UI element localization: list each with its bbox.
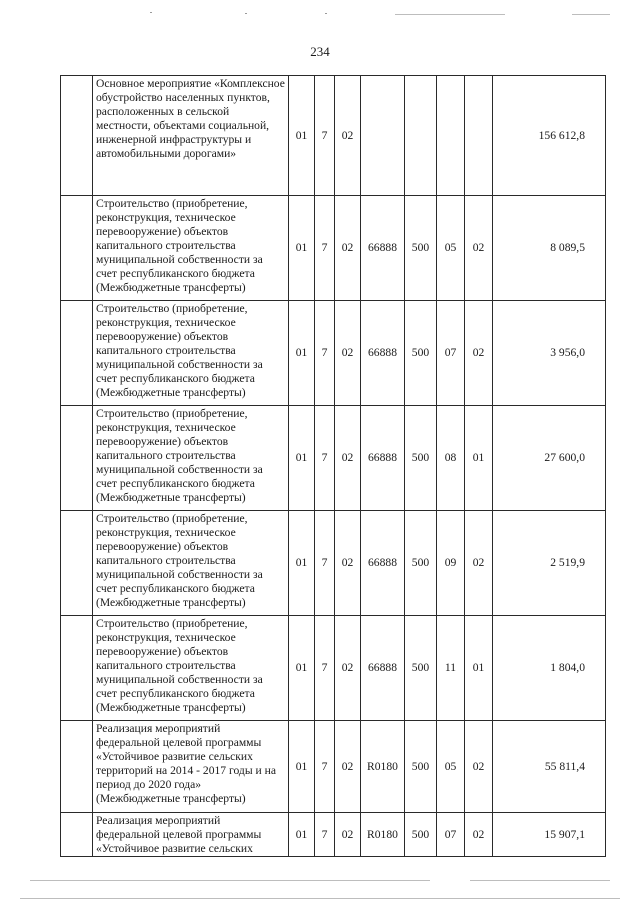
code-cell: 02: [335, 301, 361, 406]
code-cell: 01: [289, 511, 315, 616]
row-name: Основное мероприятие «Комплексное обустройство населенных пунктов, расположенных в сельской местности, объектами социальной, инженерной инфраструктуры и автомобильными дорогами»: [93, 76, 289, 196]
code-cell: 500: [405, 721, 437, 813]
code-cell: 7: [315, 301, 335, 406]
blank-cell: [61, 511, 93, 616]
table-row: [61, 616, 606, 721]
code-cell: 500: [405, 301, 437, 406]
code-cell: 02: [335, 721, 361, 813]
code-cell: 01: [289, 196, 315, 301]
code-cell: 02: [335, 76, 361, 196]
code-cell: 05: [437, 721, 465, 813]
page-number: 234: [310, 44, 330, 59]
scan-speck: [325, 13, 327, 14]
scan-artifact-bottom-right: [470, 880, 610, 881]
row-name: Строительство (приобретение, реконструкция, техническое перевооружение) объектов капитального строительства муниципальной собственности за счет республиканского бюджета (Межбюджетные трансферты): [93, 301, 289, 406]
code-cell: 66888: [361, 196, 405, 301]
code-cell: 02: [465, 511, 493, 616]
code-cell: 02: [335, 616, 361, 721]
code-cell: 01: [289, 616, 315, 721]
amount-cell: 8 089,5: [493, 196, 606, 301]
code-cell: 7: [315, 76, 335, 196]
code-cell: [361, 76, 405, 196]
code-cell: 07: [437, 301, 465, 406]
row-name: Реализация мероприятий федеральной целевой программы «Устойчивое развитие сельских территорий на 2014 - 2017 годы и на период до 2020 года» (Межбюджетные трансферты): [93, 721, 289, 813]
row-name: Реализация мероприятий федеральной целевой программы «Устойчивое развитие сельских: [93, 813, 289, 857]
code-cell: 02: [465, 721, 493, 813]
code-cell: 02: [335, 406, 361, 511]
blank-cell: [61, 406, 93, 511]
code-cell: 01: [289, 76, 315, 196]
code-cell: 66888: [361, 406, 405, 511]
scan-artifact-bottom: [30, 880, 430, 881]
code-cell: 500: [405, 616, 437, 721]
code-cell: 01: [289, 406, 315, 511]
code-cell: [465, 76, 493, 196]
scan-speck: [150, 12, 152, 13]
budget-table: [60, 75, 606, 857]
amount-cell: 27 600,0: [493, 406, 606, 511]
amount-cell: 55 811,4: [493, 721, 606, 813]
code-cell: 01: [465, 406, 493, 511]
code-cell: 7: [315, 616, 335, 721]
code-cell: 01: [289, 813, 315, 857]
code-cell: 7: [315, 813, 335, 857]
table-row: [61, 813, 606, 857]
code-cell: 7: [315, 406, 335, 511]
code-cell: 07: [437, 813, 465, 857]
code-cell: 01: [289, 721, 315, 813]
amount-cell: 1 804,0: [493, 616, 606, 721]
code-cell: 7: [315, 511, 335, 616]
code-cell: 08: [437, 406, 465, 511]
table-row: [61, 406, 606, 511]
code-cell: 66888: [361, 616, 405, 721]
code-cell: 02: [335, 813, 361, 857]
code-cell: 500: [405, 511, 437, 616]
code-cell: 11: [437, 616, 465, 721]
code-cell: 66888: [361, 301, 405, 406]
table-row: [61, 511, 606, 616]
code-cell: 7: [315, 721, 335, 813]
row-name: Строительство (приобретение, реконструкция, техническое перевооружение) объектов капитального строительства муниципальной собственности за счет республиканского бюджета (Межбюджетные трансферты): [93, 616, 289, 721]
blank-cell: [61, 721, 93, 813]
table-row: [61, 721, 606, 813]
code-cell: R0180: [361, 813, 405, 857]
blank-cell: [61, 813, 93, 857]
code-cell: 7: [315, 196, 335, 301]
code-cell: 500: [405, 813, 437, 857]
row-name: Строительство (приобретение, реконструкция, техническое перевооружение) объектов капитального строительства муниципальной собственности за счет республиканского бюджета (Межбюджетные трансферты): [93, 511, 289, 616]
scan-artifact-bottom-edge: [20, 898, 620, 899]
code-cell: 02: [335, 511, 361, 616]
amount-cell: 3 956,0: [493, 301, 606, 406]
table-row: [61, 196, 606, 301]
table-row: [61, 301, 606, 406]
code-cell: 02: [335, 196, 361, 301]
code-cell: [437, 76, 465, 196]
amount-cell: 156 612,8: [493, 76, 606, 196]
code-cell: 500: [405, 196, 437, 301]
amount-cell: 15 907,1: [493, 813, 606, 857]
blank-cell: [61, 616, 93, 721]
code-cell: 66888: [361, 511, 405, 616]
blank-cell: [61, 301, 93, 406]
amount-cell: 2 519,9: [493, 511, 606, 616]
code-cell: 09: [437, 511, 465, 616]
code-cell: 02: [465, 196, 493, 301]
blank-cell: [61, 76, 93, 196]
scan-speck: [245, 13, 247, 14]
code-cell: 01: [289, 301, 315, 406]
row-name: Строительство (приобретение, реконструкция, техническое перевооружение) объектов капитального строительства муниципальной собственности за счет республиканского бюджета (Межбюджетные трансферты): [93, 196, 289, 301]
blank-cell: [61, 196, 93, 301]
code-cell: R0180: [361, 721, 405, 813]
code-cell: 05: [437, 196, 465, 301]
code-cell: [405, 76, 437, 196]
row-name: Строительство (приобретение, реконструкция, техническое перевооружение) объектов капитального строительства муниципальной собственности за счет республиканского бюджета (Межбюджетные трансферты): [93, 406, 289, 511]
scan-artifact-top-right: [572, 14, 610, 15]
code-cell: 02: [465, 301, 493, 406]
scan-artifact-top: [395, 14, 505, 15]
code-cell: 500: [405, 406, 437, 511]
table-row: [61, 76, 606, 196]
code-cell: 02: [465, 813, 493, 857]
code-cell: 01: [465, 616, 493, 721]
